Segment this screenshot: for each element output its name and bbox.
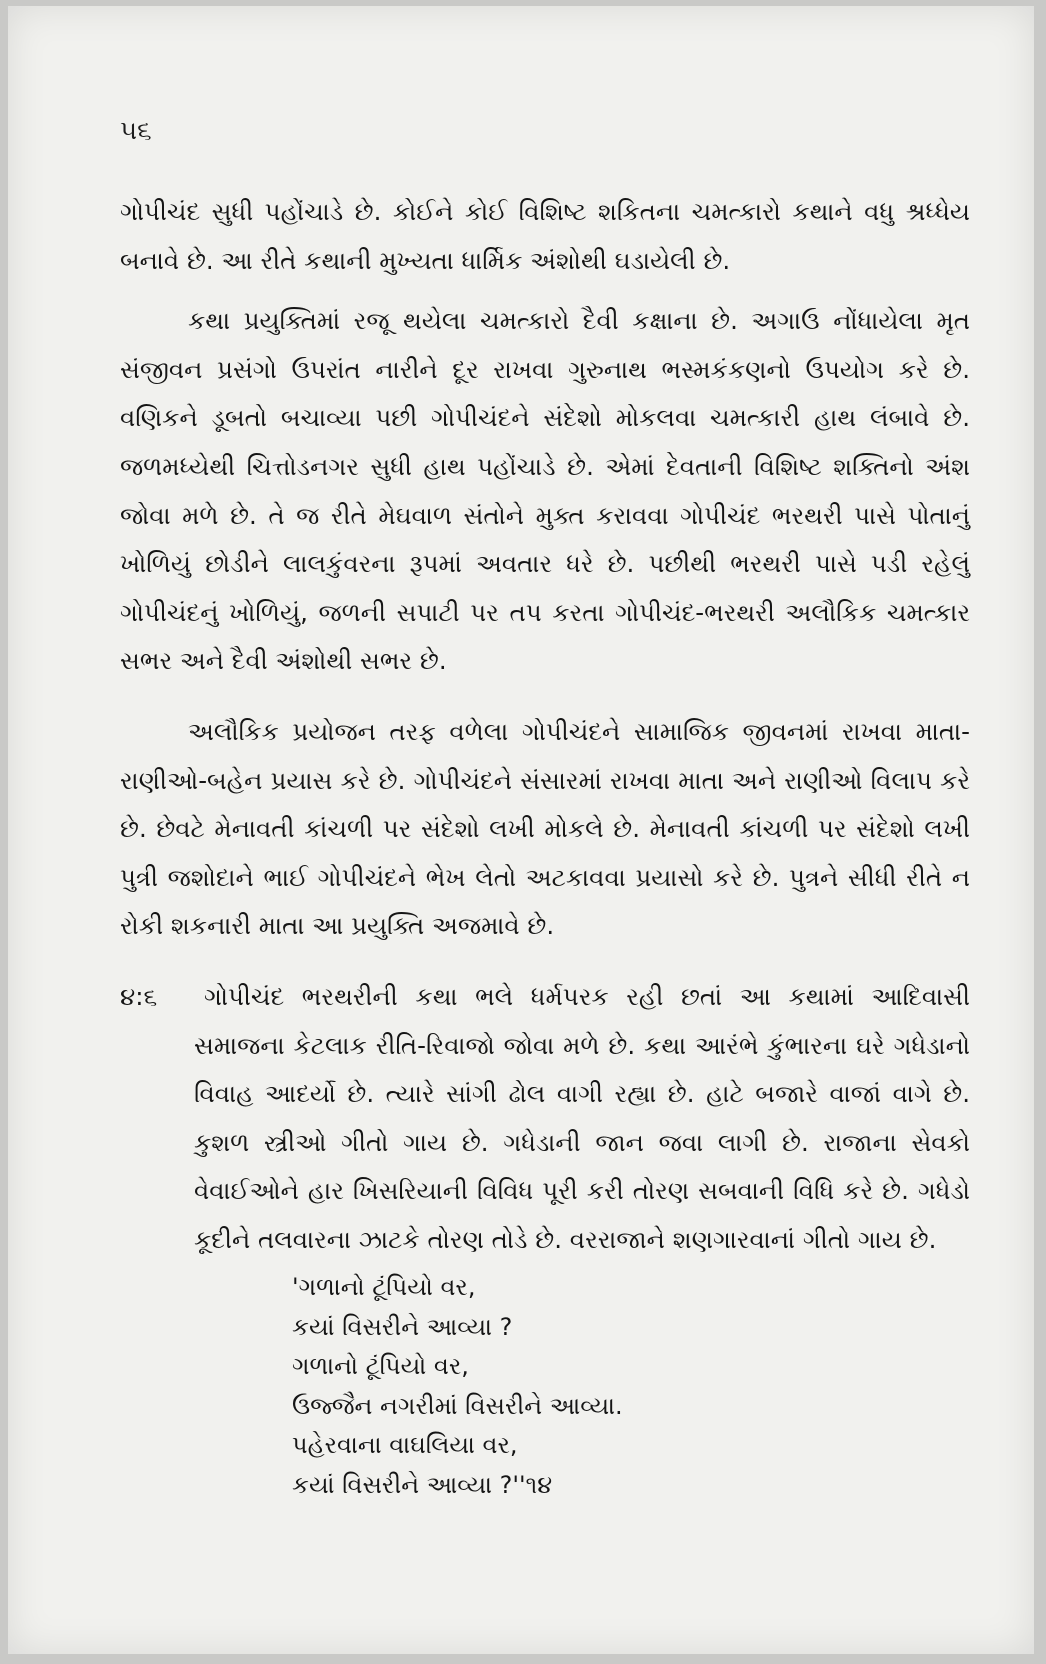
section-number: ૪:૬: [120, 981, 158, 1011]
section-4-6: [120, 973, 970, 1265]
folk-song: [120, 1268, 970, 1505]
paragraph-2: કથા પ્રયુક્તિમાં રજૂ થયેલા ચમત્કારો દૈવી કક્ષાના છે. અગાઉ નોંધાયેલા મૃત સંજીવન પ્રસંગો ઉપરાંત નારીને દૂર રાખવા ગુરુનાથ ભસ્મકંકણનો ઉપયોગ કરે છે. વણિકને ડૂબતો બચાવ્યા પછી ગોપીચંદને સંદેશો મોકલવા ચમત્કારી હાથ લંબાવે છે. જળમધ્યેથી ચિત્તોડનગર સુધી હાથ પહોંચાડે છે. એમાં દેવતાની વિશિષ્ટ શક્તિનો અંશ જોવા મળે છે. તે જ રીતે મેઘવાળ સંતોને મુક્ત કરાવવા ગોપીચંદ ભરથરી પાસે પોતાનું ખોળિયું છોડીને લાલકુંવરના રૂપમાં અવતાર ધરે છે. પછીથી ભરથરી પાસે પડી રહેલું ગોપીચંદનું ખોળિયું, જળની સપાટી પર તપ કરતા ગોપીચંદ-ભરથરી અલૌકિક ચમત્કાર સભર અને દૈવી અંશોથી સભર છે.: [120, 306, 970, 676]
book-page: [8, 6, 1034, 1654]
poem-line-2: કયાં વિસરીને આવ્યા ?: [292, 1312, 513, 1341]
page-number: ૫૬: [120, 116, 152, 146]
page-body: [120, 188, 970, 1505]
paragraph-1: ગોપીચંદ સુધી પહોંચાડે છે. કોઈને કોઈ વિશિષ્ટ શકિતના ચમત્કારો કથાને વધુ શ્રધ્ધેય બનાવે છે. આ રીતે કથાની મુખ્યતા ધાર્મિક અંશોથી ઘડાયેલી છે.: [120, 197, 970, 275]
poem-line-6: કયાં વિસરીને આવ્યા ?''૧૪: [292, 1470, 553, 1499]
poem-line-4: ઉજ્જૈન નગરીમાં વિસરીને આવ્યા.: [292, 1391, 623, 1420]
paragraph-3: અલૌકિક પ્રયોજન તરફ વળેલા ગોપીચંદને સામાજિક જીવનમાં રાખવા માતા-રાણીઓ-બહેન પ્રયાસ કરે છે. ગોપીચંદને સંસારમાં રાખવા માતા અને રાણીઓ વિલાપ કરે છે. છેવટે મેનાવતી કાંચળી પર સંદેશો લખી મોકલે છે. મેનાવતી કાંચળી પર સંદેશો લખી પુત્રી જશોદાને ભાઈ ગોપીચંદને ભેખ લેતો અટકાવવા પ્રયાસો કરે છે. પુત્રને સીધી રીતે ન રોકી શકનારી માતા આ પ્રયુક્તિ અજમાવે છે.: [120, 716, 970, 941]
poem-line-1: 'ગળાનો ટૂંપિયો વર,: [292, 1273, 476, 1302]
poem-line-3: ગળાનો ટૂંપિયો વર,: [292, 1352, 469, 1381]
section-text: ગોપીચંદ ભરથરીની કથા ભલે ધર્મપરક રહી છતાં આ કથામાં આદિવાસી સમાજના કેટલાક રીતિ-રિવાજો જોવા મળે છે. કથા આરંભે કુંભારના ઘરે ગધેડાનો વિવાહ આદર્યો છે. ત્યારે સાંગી ઢોલ વાગી રહ્યા છે. હાટે બજારે વાજાં વાગે છે. કુશળ સ્ત્રીઓ ગીતો ગાય છે. ગધેડાની જાન જવા લાગી છે. રાજાના સેવકો વેવાઈઓને હાર ખિસરિયાની વિવિધ પૂરી કરી તોરણ સબવાની વિધિ કરે છે. ગધેડો કૂદીને તલવારના ઝાટકે તોરણ તોડે છે. વરરાજાને શણગારવાનાં ગીતો ગાય છે.: [194, 981, 970, 1254]
poem-line-5: પહેરવાના વાઘલિયા વર,: [292, 1431, 518, 1460]
